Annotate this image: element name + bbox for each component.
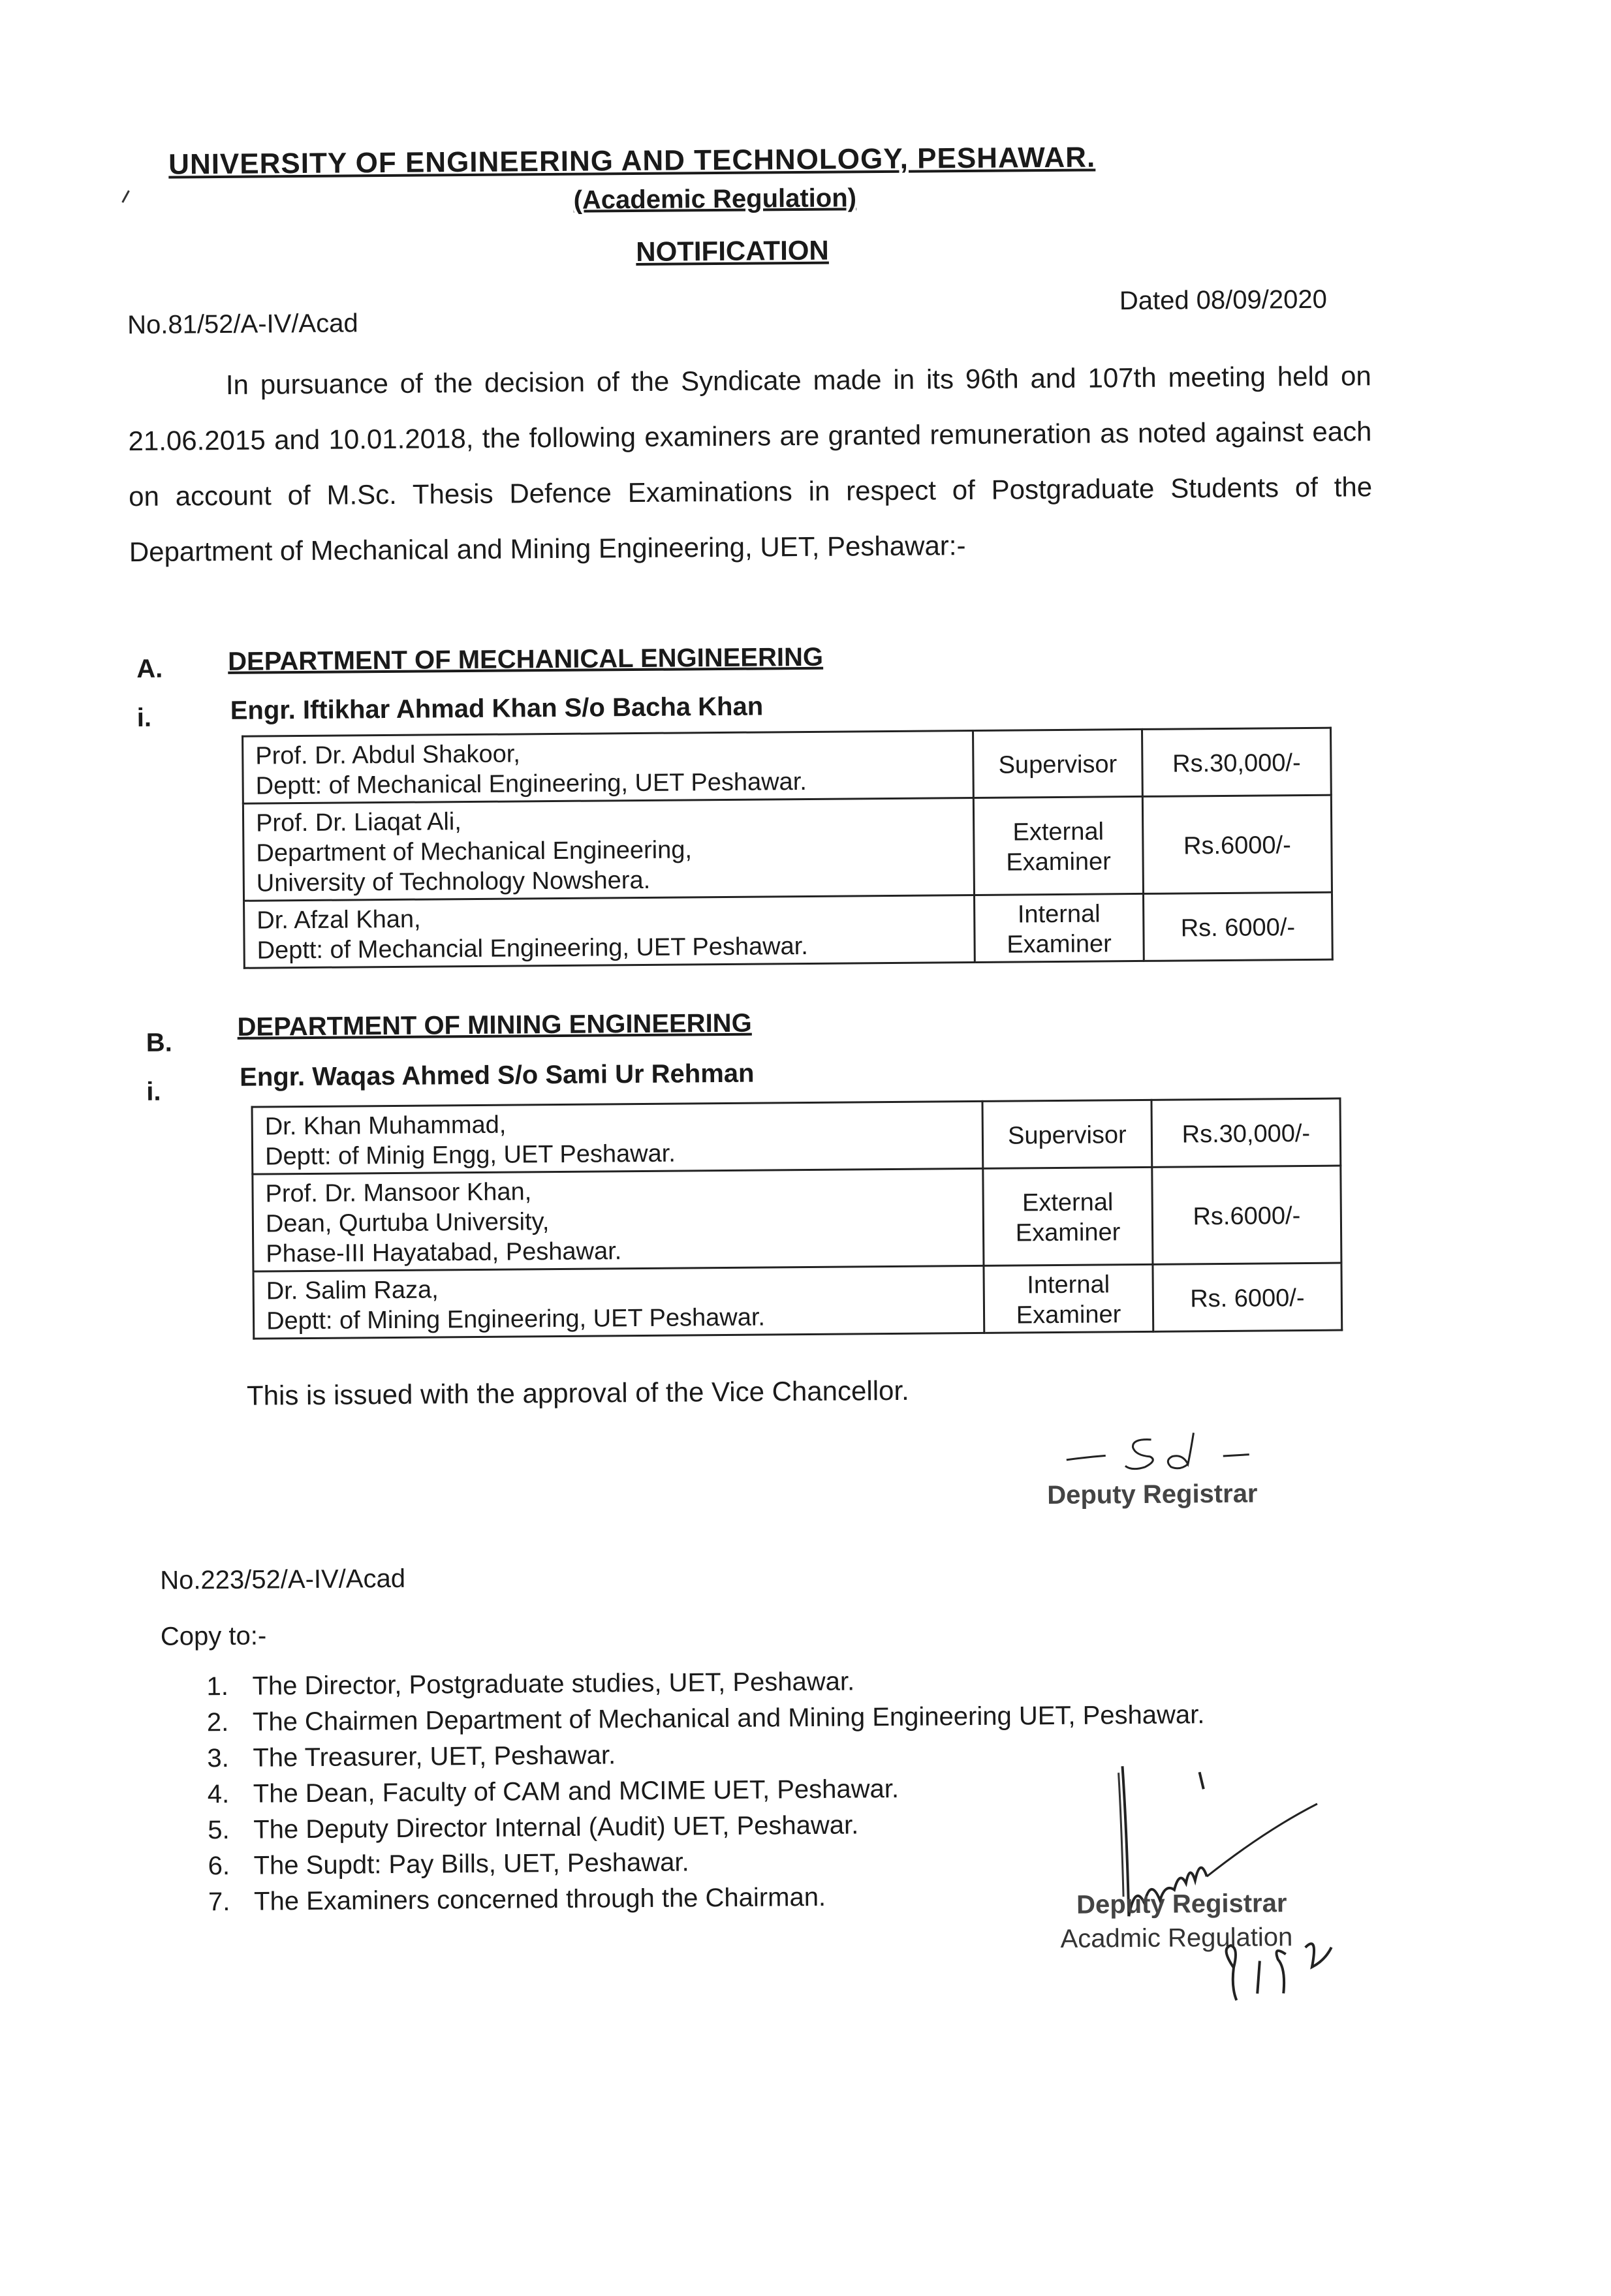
notification-heading: NOTIFICATION xyxy=(636,234,829,267)
examiner-role-line: Examiner xyxy=(1015,1218,1121,1247)
examiner-name-cell xyxy=(253,1168,984,1271)
signatory-subtitle-2: Acadmic Regulation xyxy=(1060,1923,1293,1953)
signature-sd xyxy=(1059,1412,1275,1489)
examiner-name-line: Deptt: of Mining Engineering, UET Peshawar. xyxy=(266,1303,766,1335)
examiner-role-cell xyxy=(982,1100,1152,1168)
examiner-name-cell xyxy=(243,798,974,901)
section-a-student: Engr. Iftikhar Ahmad Khan S/o Bacha Khan xyxy=(230,692,764,725)
signatory-title: Deputy Registrar xyxy=(1047,1479,1258,1510)
examiner-name-line: Dr. Salim Raza, xyxy=(266,1276,439,1305)
examiner-name-cell xyxy=(252,1101,983,1174)
list-item: 4. The Dean, Faculty of CAM and MCIME UET, Peshawar. xyxy=(207,1774,899,1809)
examiner-role-cell xyxy=(984,1264,1153,1333)
section-b-table-body xyxy=(252,1098,1342,1339)
section-a-student-index: i. xyxy=(136,703,152,733)
examiner-name-line: Department of Mechanical Engineering, xyxy=(256,836,693,867)
table-row xyxy=(252,1098,1341,1174)
list-item: 5. The Deputy Director Internal (Audit) UET, Peshawar. xyxy=(208,1810,859,1845)
examiner-role-cell xyxy=(983,1167,1153,1265)
examiner-role-line: External xyxy=(1022,1188,1114,1217)
examiner-role-line: Supervisor xyxy=(1007,1121,1127,1150)
signatory-title-2: Deputy Registrar xyxy=(1076,1889,1287,1919)
examiner-name-line: Deptt: of Mechancial Engineering, UET Peshawar. xyxy=(257,932,808,965)
body-paragraph: In pursuance of the decision of the Syndicate made in its 96th and 107th meeting held on 21.06.2015 and 10.01.2018, the following examiners are granted remuneration as noted against each on account of M.Sc. Thesis Defence Examinations in respect of Postgraduate Students of the Department of Mechanical and Mining Engineering, UET, Peshawar:- xyxy=(128,360,1373,568)
closing-statement: This is issued with the approval of the Vice Chancellor. xyxy=(246,1374,909,1411)
section-b-student: Engr. Waqas Ahmed S/o Sami Ur Rehman xyxy=(239,1059,755,1092)
reference-number: No.81/52/A-IV/Acad xyxy=(127,309,358,340)
examiner-role-cell xyxy=(975,893,1144,962)
signature-sd-drawing xyxy=(1059,1412,1275,1486)
table-row xyxy=(243,795,1332,901)
list-item: 7. The Examiners concerned through the Chairman. xyxy=(208,1882,826,1917)
table-row xyxy=(243,728,1332,803)
university-title: UNIVERSITY OF ENGINEERING AND TECHNOLOGY, PESHAWAR. xyxy=(168,141,1096,181)
remuneration-amount-cell: Rs. 6000/- xyxy=(1153,1263,1342,1331)
scan-tick-mark xyxy=(119,185,139,205)
examiner-name-line: Prof. Dr. Abdul Shakoor, xyxy=(255,740,521,770)
section-b-student-index: i. xyxy=(146,1077,161,1106)
table-row xyxy=(253,1263,1342,1339)
examiner-name-line: Deptt: of Mechanical Engineering, UET Peshawar. xyxy=(255,768,807,800)
copy-to-label: Copy to:- xyxy=(160,1621,267,1651)
issue-date: Dated 08/09/2020 xyxy=(1119,285,1328,316)
remuneration-amount-cell: Rs.6000/- xyxy=(1142,795,1332,893)
table-row xyxy=(253,1166,1341,1271)
examiner-role-cell xyxy=(973,729,1143,798)
section-b-heading: DEPARTMENT OF MINING ENGINEERING xyxy=(237,1008,752,1042)
examiner-role-line: Examiner xyxy=(1007,930,1112,959)
section-a-heading: DEPARTMENT OF MECHANICAL ENGINEERING xyxy=(227,642,824,676)
examiner-name-line: Phase-III Hayatabad, Peshawar. xyxy=(266,1237,622,1268)
section-a-examiner-table xyxy=(242,727,1334,969)
copy-reference-number: No.223/52/A-IV/Acad xyxy=(160,1564,406,1595)
examiner-role-line: Internal xyxy=(1027,1271,1110,1299)
section-b-examiner-table xyxy=(251,1098,1343,1340)
examiner-name-line: Prof. Dr. Liaqat Ali, xyxy=(255,808,461,837)
examiner-name-cell xyxy=(253,1265,984,1339)
examiner-name-line: Dean, Qurtuba University, xyxy=(265,1208,550,1238)
remuneration-amount-cell: Rs. 6000/- xyxy=(1143,892,1332,961)
examiner-name-cell xyxy=(243,730,974,803)
examiner-role-line: Examiner xyxy=(1006,848,1112,877)
examiner-role-line: Examiner xyxy=(1016,1301,1121,1329)
copy-recipient-list xyxy=(206,1661,1206,1920)
list-item: 3. The Treasurer, UET, Peshawar. xyxy=(207,1741,616,1773)
examiner-name-line: University of Technology Nowshera. xyxy=(256,866,651,897)
list-item: 6. The Supdt: Pay Bills, UET, Peshawar. xyxy=(208,1848,689,1881)
document-subtitle: (Academic Regulation) xyxy=(573,183,857,215)
remuneration-amount-cell: Rs.6000/- xyxy=(1152,1166,1341,1264)
remuneration-amount-cell: Rs.30,000/- xyxy=(1142,728,1332,796)
examiner-role-line: Internal xyxy=(1017,900,1101,929)
list-item: 1. The Director, Postgraduate studies, UET, Peshawar. xyxy=(206,1667,855,1701)
section-b-letter: B. xyxy=(146,1028,172,1057)
examiner-name-cell xyxy=(244,895,975,968)
section-a-letter: A. xyxy=(136,654,163,684)
examiner-name-line: Dr. Afzal Khan, xyxy=(257,905,421,935)
examiner-name-line: Dr. Khan Muhammad, xyxy=(264,1111,507,1141)
examiner-role-line: External xyxy=(1012,818,1104,846)
examiner-role-line: Supervisor xyxy=(998,751,1118,779)
list-item: 2. The Chairmen Department of Mechanical and Mining Engineering UET, Peshawar. xyxy=(206,1700,1205,1737)
table-row xyxy=(244,892,1333,968)
handwritten-signature xyxy=(1108,1751,1397,2014)
examiner-role-cell xyxy=(973,796,1143,895)
examiner-name-line: Deptt: of Minig Engg, UET Peshawar. xyxy=(264,1140,676,1171)
remuneration-amount-cell: Rs.30,000/- xyxy=(1151,1098,1341,1167)
section-a-table-body xyxy=(243,728,1333,968)
examiner-name-line: Prof. Dr. Mansoor Khan, xyxy=(265,1178,532,1208)
